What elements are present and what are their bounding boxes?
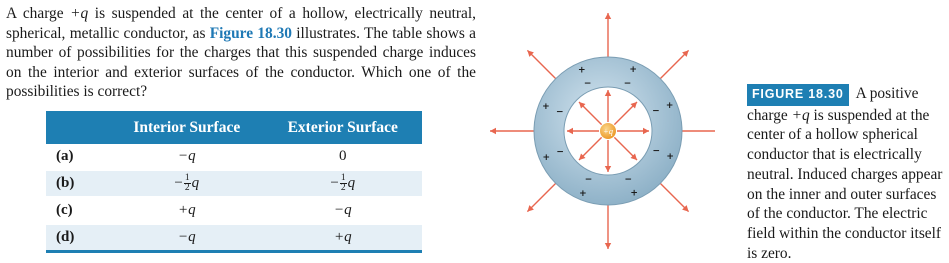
option-label: (d) [46, 224, 110, 252]
interior-sign: − [174, 174, 183, 191]
inner-surface-negative-sign: − [556, 147, 564, 158]
interior-value: +q [110, 197, 264, 224]
fraction-denominator: 2 [184, 183, 190, 193]
outer-surface-positive-sign: + [542, 153, 551, 164]
exterior-variable: q [347, 174, 356, 191]
exterior-sign: − [330, 174, 339, 191]
outer-surface-positive-sign: + [629, 64, 637, 75]
outer-surface-positive-sign: + [665, 100, 674, 111]
exterior-value: 0 [264, 144, 422, 170]
question-part2: is suspended at the center of a hollow, electrically neutral, spherical, metallic conductor, as [6, 5, 476, 42]
interior-value [110, 170, 264, 197]
table-row[interactable] [46, 144, 422, 170]
caption-charge: +q [791, 106, 810, 124]
caption-text1: A positive charge [747, 85, 919, 124]
inner-surface-negative-sign: − [624, 174, 633, 185]
header-exterior-surface: Exterior Surface [264, 111, 422, 144]
question-part1: A charge [6, 5, 71, 22]
inner-surface-negative-sign: − [583, 79, 592, 90]
outer-surface-positive-sign: + [579, 189, 587, 200]
question-text [6, 4, 476, 102]
inner-surface-negative-sign: − [652, 146, 660, 157]
outer-surface-positive-sign: + [542, 101, 550, 112]
center-charge-label: +q [603, 126, 613, 136]
inner-surface-negative-sign: − [556, 107, 564, 118]
exterior-fraction [340, 174, 347, 193]
header-interior-surface: Interior Surface [110, 111, 264, 144]
caption-text2: is suspended at the center of a hollow spherical conductor that is electrically neutral. Induced charges appear on the inner and outer surfaces of the conductor. The electric field within the conductor itself is zero. [747, 106, 943, 262]
fraction-denominator: 2 [340, 183, 346, 193]
exterior-value: −q [264, 197, 422, 224]
fraction-numerator: 1 [340, 173, 346, 183]
table-row[interactable] [46, 224, 422, 252]
header-blank [46, 111, 110, 144]
arrow-head [605, 13, 611, 19]
figure-label: FIGURE 18.30 [747, 84, 849, 106]
option-label: (a) [46, 144, 110, 170]
fraction-numerator: 1 [184, 173, 190, 183]
answer-options-table [46, 111, 422, 253]
outer-surface-positive-sign: + [666, 152, 674, 163]
option-label: (c) [46, 197, 110, 224]
outer-surface-positive-sign: + [630, 188, 638, 199]
arrow-head [605, 243, 611, 249]
figure-reference-link[interactable]: Figure 18.30 [209, 24, 292, 42]
interior-value: −q [110, 144, 264, 170]
exterior-value [264, 170, 422, 197]
question-part3: illustrates. The table shows a number of possibilities for the charges that this suspended charge induces on the interior and exterior surfaces of the conductor. Which one of the possibilities is correct? [6, 24, 477, 101]
figure-caption [747, 84, 947, 263]
inner-surface-negative-sign: − [584, 175, 593, 186]
outer-surface-positive-sign: + [578, 65, 586, 76]
table-row[interactable] [46, 197, 422, 224]
interior-value: −q [110, 224, 264, 252]
table-header-row [46, 111, 422, 144]
conductor-figure [480, 0, 715, 260]
exterior-value: +q [264, 224, 422, 252]
inner-surface-negative-sign: − [652, 106, 660, 117]
arrow-head [490, 128, 496, 134]
table-row[interactable] [46, 170, 422, 197]
question-charge: +q [70, 5, 89, 22]
inner-surface-negative-sign: − [623, 78, 632, 89]
option-label: (b) [46, 170, 110, 197]
interior-variable: q [191, 174, 200, 191]
interior-fraction [184, 174, 191, 193]
